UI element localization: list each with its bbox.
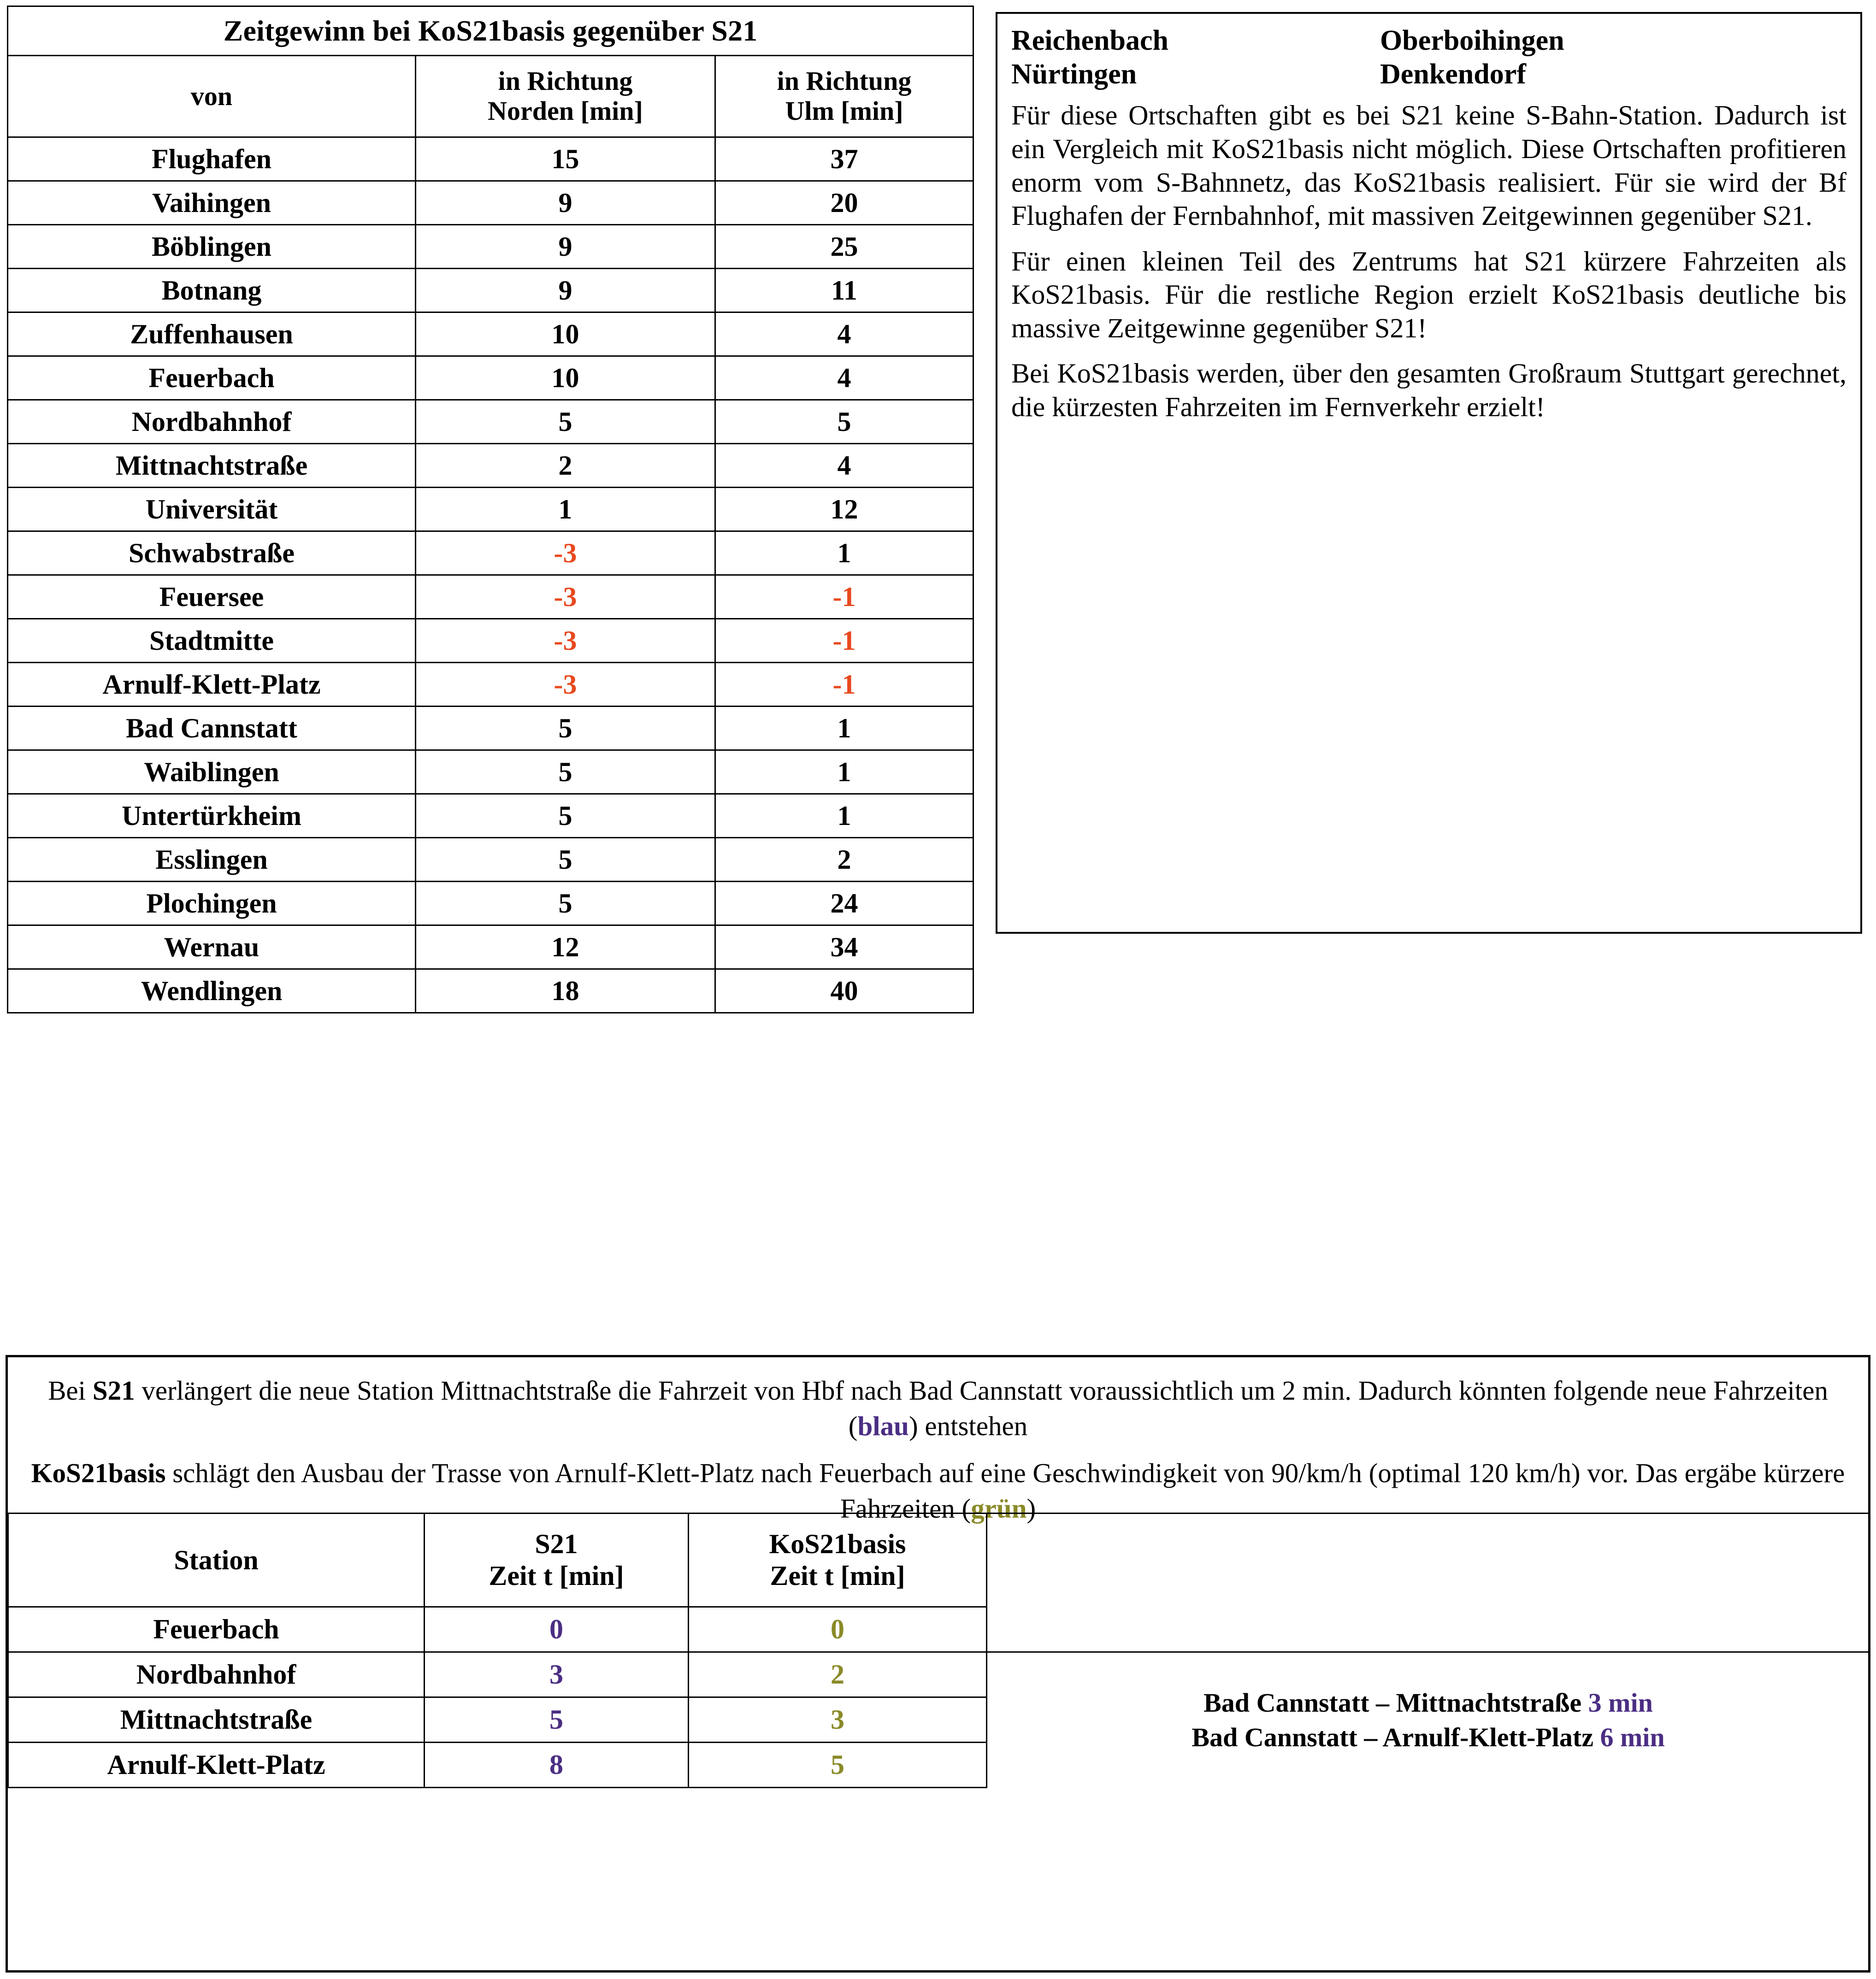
detail-value-s21: 8 [425, 1743, 689, 1788]
detail-station-name: Arnulf-Klett-Platz [8, 1743, 425, 1788]
bp2-mid: schlägt den Ausbau der Trasse von Arnulf-Klett-Platz nach Feuerbach auf eine Geschwindigkeit von 90/km/h (optimal 120 km/h) vor. Das ergäbe kürzere Fahrzeiten ( [165, 1458, 1845, 1524]
table-row [8, 882, 973, 925]
city-reichenbach: Reichenbach [1011, 25, 1168, 56]
side-note-line [987, 1720, 1869, 1755]
detail-table-body [8, 1607, 1870, 1788]
table-row [8, 969, 973, 1013]
value-norden: -3 [416, 531, 715, 575]
detail-value-s21: 5 [425, 1697, 689, 1743]
value-norden: 5 [416, 838, 715, 882]
detail-table-container [7, 1513, 1870, 1788]
value-norden: 9 [416, 181, 715, 225]
side-note-label: Bad Cannstatt – Arnulf-Klett-Platz [1192, 1722, 1600, 1753]
table-row [8, 663, 973, 707]
table-row [8, 225, 973, 269]
bp1-post: ) entstehen [909, 1410, 1028, 1441]
table-row [8, 137, 973, 181]
station-name: Mittnachtstraße [8, 444, 416, 488]
station-name: Wendlingen [8, 969, 416, 1013]
detail-station-name: Mittnachtstraße [8, 1697, 425, 1743]
bp2-kos-bold: KoS21basis [31, 1458, 166, 1489]
bp1-mid: verlängert die neue Station Mittnachtstraße die Fahrzeit von Hbf nach Bad Cannstatt voraussichtlich um 2 min. Dadurch könnten folgende neue Fahrzeiten ( [135, 1375, 1828, 1441]
detail-col-s21 [425, 1514, 689, 1607]
side-note-block [987, 1652, 1870, 1788]
value-norden: -3 [416, 619, 715, 663]
city-column-left [1011, 24, 1380, 91]
detail-station-name: Nordbahnhof [8, 1652, 425, 1697]
value-norden: 5 [416, 882, 715, 925]
detail-col-kos-line1: KoS21basis [769, 1529, 906, 1559]
city-oberboihingen: Oberboihingen [1380, 25, 1564, 56]
detail-col-s21-line2: Zeit t [min] [489, 1561, 624, 1591]
value-ulm: -1 [715, 663, 973, 707]
table-row [8, 1607, 1870, 1652]
table-header-row [8, 56, 973, 137]
value-norden: -3 [416, 663, 715, 707]
station-name: Schwabstraße [8, 531, 416, 575]
value-ulm: 11 [715, 269, 973, 312]
value-norden: 12 [416, 925, 715, 969]
column-header-norden [416, 56, 715, 137]
detail-value-kos: 0 [689, 1607, 987, 1652]
detail-value-kos: 3 [689, 1697, 987, 1743]
gain-table-title: Zeitgewinn bei KoS21basis gegenüber S21 [8, 6, 973, 56]
detail-header-row [8, 1514, 1870, 1607]
table-row [8, 1652, 1870, 1697]
table-row [8, 707, 973, 750]
side-note-value: 6 min [1600, 1722, 1665, 1753]
value-ulm: 34 [715, 925, 973, 969]
station-name: Feuerbach [8, 356, 416, 400]
value-norden: 10 [416, 356, 715, 400]
value-ulm: 25 [715, 225, 973, 269]
table-row [8, 400, 973, 444]
detail-value-s21: 3 [425, 1652, 689, 1697]
value-norden: 10 [416, 312, 715, 356]
sidenote-spacer-cell [987, 1514, 1870, 1607]
detail-value-kos: 5 [689, 1743, 987, 1788]
station-name: Böblingen [8, 225, 416, 269]
station-name: Wernau [8, 925, 416, 969]
table-row [8, 838, 973, 882]
value-ulm: 1 [715, 794, 973, 838]
side-note-line [987, 1685, 1869, 1720]
table-row [8, 181, 973, 225]
table-row [8, 488, 973, 531]
value-ulm: 4 [715, 356, 973, 400]
value-ulm: 1 [715, 531, 973, 575]
detail-col-kos [689, 1514, 987, 1607]
station-name: Nordbahnhof [8, 400, 416, 444]
value-ulm: 40 [715, 969, 973, 1013]
station-name: Zuffenhausen [8, 312, 416, 356]
note-paragraph-2: Für einen kleinen Teil des Zentrums hat S21 kürzere Fahrzeiten als KoS21basis. Für die restliche Region erzielt KoS21basis deutliche bis massive Zeitgewinne gegenüber S21! [1011, 246, 1847, 343]
value-ulm: 37 [715, 137, 973, 181]
bp2-post: ) [1026, 1493, 1036, 1524]
station-name: Esslingen [8, 838, 416, 882]
bottom-section [6, 1355, 1870, 1973]
bp1-s21-bold: S21 [92, 1375, 135, 1406]
station-name: Bad Cannstatt [8, 707, 416, 750]
bottom-paragraph-1 [8, 1357, 1868, 1443]
column-header-ulm-line2: Ulm [min] [785, 96, 903, 126]
table-row [8, 269, 973, 312]
city-denkendorf: Denkendorf [1380, 59, 1526, 90]
bp2-keyword-gruen: grün [971, 1493, 1027, 1524]
value-norden: 2 [416, 444, 715, 488]
detail-col-s21-line1: S21 [535, 1529, 578, 1559]
station-name: Vaihingen [8, 181, 416, 225]
column-header-norden-line1: in Richtung [498, 66, 633, 96]
value-norden: 5 [416, 750, 715, 794]
value-norden: 18 [416, 969, 715, 1013]
value-ulm: 20 [715, 181, 973, 225]
table-row [8, 794, 973, 838]
table-title-row [8, 6, 973, 56]
fahrzeiten-detail-table [7, 1513, 1870, 1788]
detail-col-kos-line2: Zeit t [min] [770, 1561, 905, 1591]
station-name: Plochingen [8, 882, 416, 925]
bp1-keyword-blau: blau [857, 1410, 909, 1441]
city-headings [1011, 24, 1847, 91]
note-paragraph-3: Bei KoS21basis werden, über den gesamten Großraum Stuttgart gerechnet, die kürzesten Fahrzeiten im Fernverkehr erzielt! [1011, 358, 1847, 423]
station-name: Stadtmitte [8, 619, 416, 663]
value-ulm: -1 [715, 575, 973, 619]
detail-value-s21: 0 [425, 1607, 689, 1652]
station-name: Untertürkheim [8, 794, 416, 838]
side-note-value: 3 min [1588, 1687, 1653, 1718]
detail-value-kos: 2 [689, 1652, 987, 1697]
table-row [8, 444, 973, 488]
column-header-ulm-line1: in Richtung [777, 66, 912, 96]
station-name: Arnulf-Klett-Platz [8, 663, 416, 707]
table-row [8, 925, 973, 969]
value-norden: 9 [416, 225, 715, 269]
detail-col-station: Station [8, 1514, 425, 1607]
value-norden: 15 [416, 137, 715, 181]
zeitgewinn-table-body [8, 137, 973, 1013]
bp1-pre: Bei [48, 1375, 93, 1406]
zeitgewinn-table-container [7, 6, 973, 1013]
value-ulm: 2 [715, 838, 973, 882]
city-nuertingen: Nürtingen [1011, 59, 1137, 90]
value-ulm: 5 [715, 400, 973, 444]
column-header-norden-line2: Norden [min] [488, 96, 643, 126]
value-ulm: 1 [715, 750, 973, 794]
zeitgewinn-table [7, 6, 974, 1013]
station-name: Waiblingen [8, 750, 416, 794]
table-row [8, 356, 973, 400]
column-header-von: von [8, 56, 416, 137]
station-name: Feuersee [8, 575, 416, 619]
value-ulm: 4 [715, 444, 973, 488]
table-row [8, 575, 973, 619]
value-norden: -3 [416, 575, 715, 619]
value-norden: 9 [416, 269, 715, 312]
station-name: Flughafen [8, 137, 416, 181]
value-norden: 5 [416, 400, 715, 444]
value-ulm: 1 [715, 707, 973, 750]
station-name: Universität [8, 488, 416, 531]
value-norden: 5 [416, 794, 715, 838]
side-note-label: Bad Cannstatt – Mittnachtstraße [1203, 1687, 1588, 1718]
table-row [8, 750, 973, 794]
value-ulm: -1 [715, 619, 973, 663]
note-paragraph-1: Für diese Ortschaften gibt es bei S21 keine S-Bahn-Station. Dadurch ist ein Vergleich mit KoS21basis nicht möglich. Diese Ortschaften profitieren enorm vom S-Bahnnetz, das KoS21basis realisiert. Für sie wird der Bf Flughafen der Fernbahnhof, mit massiven Zeitgewinnen gegenüber S21. [1011, 100, 1847, 231]
column-header-ulm [715, 56, 973, 137]
value-ulm: 12 [715, 488, 973, 531]
table-row [8, 619, 973, 663]
city-column-right [1380, 24, 1795, 91]
value-norden: 1 [416, 488, 715, 531]
value-norden: 5 [416, 707, 715, 750]
detail-station-name: Feuerbach [8, 1607, 425, 1652]
value-ulm: 4 [715, 312, 973, 356]
value-ulm: 24 [715, 882, 973, 925]
table-row [8, 312, 973, 356]
station-name: Botnang [8, 269, 416, 312]
notes-panel [996, 12, 1862, 934]
table-row [8, 531, 973, 575]
